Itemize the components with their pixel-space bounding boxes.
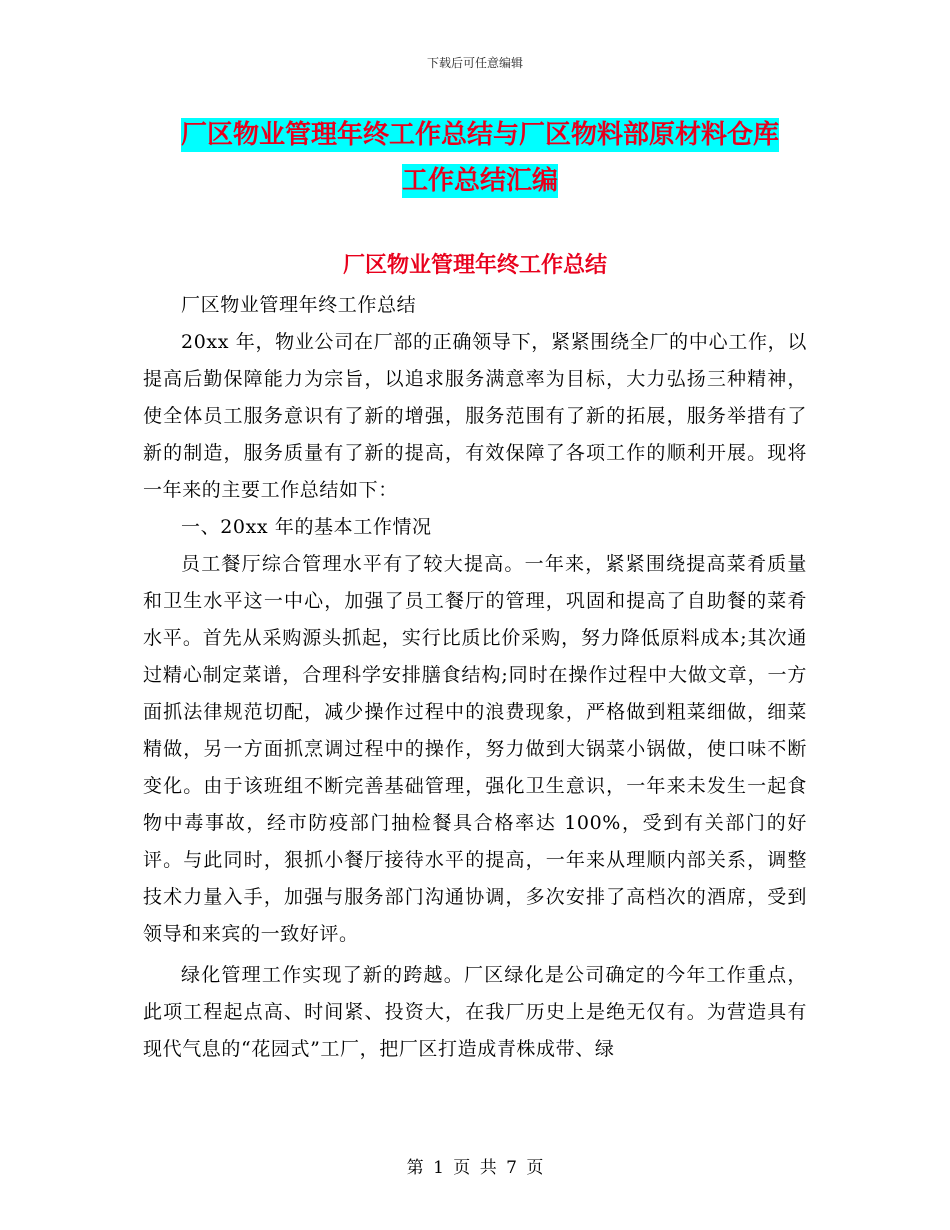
document-title-line-1: 厂区物业管理年终工作总结与厂区物料部原材料仓库 [180,120,779,150]
paragraph: 绿化管理工作实现了新的跨越。厂区绿化是公司确定的今年工作重点，此项工程起点高、时间紧、投资大，在我厂历史上是绝无仅有。为营造具有现代气息的“花园式”工厂，把厂区打造成青株成带、绿 [143,964,807,1060]
paragraph: 员工餐厅综合管理水平有了较大提高。一年来，紧紧围绕提高菜肴质量和卫生水平这一中心，加强了员工餐厅的管理，巩固和提高了自助餐的菜肴水平。首先从采购源头抓起，实行比质比价采购，努力降低原料成本;其次通过精心制定菜谱，合理科学安排膳食结构;同时在操作过程中大做文章，一方面抓法律规范切配，减少操作过程中的浪费现象，严格做到粗菜细做，细菜精做，另一方面抓烹调过程中的操作，努力做到大锅菜小锅做，使口味不断变化。由于该班组不断完善基础管理，强化卫生意识，一年来未发生一起食物中毒事故，经市防疫部门抽检餐具合格率达 100%，受到有关部门的好评。与此同时，狠抓小餐厅接待水平的提高，一年来从理顺内部关系，调整技术力量入手，加强与服务部门沟通协调，多次安排了高档次的酒席，受到领导和来宾的一致好评。 [143,553,807,945]
document-title-line-2: 工作总结汇编 [401,166,558,196]
paragraph: 一、20xx 年的基本工作情况 [181,516,432,538]
page-number: 第 1 页 共 7 页 [406,1158,544,1178]
paragraph: 20xx 年，物业公司在厂部的正确领导下，紧紧围绕全厂的中心工作，以提高后勤保障能力为宗旨，以追求服务满意率为目标，大力弘扬三种精神，使全体员工服务意识有了新的增强，服务范围有了新的拓展，服务举措有了新的制造，服务质量有了新的提高，有效保障了各项工作的顺利开展。现将一年来的主要工作总结如下： [143,331,807,501]
paragraph: 厂区物业管理年终工作总结 [181,294,417,316]
section-title: 厂区物业管理年终工作总结 [342,253,607,278]
body-text [143,287,807,1068]
header-note: 下载后可任意编辑 [426,56,523,70]
document-title [80,112,880,204]
